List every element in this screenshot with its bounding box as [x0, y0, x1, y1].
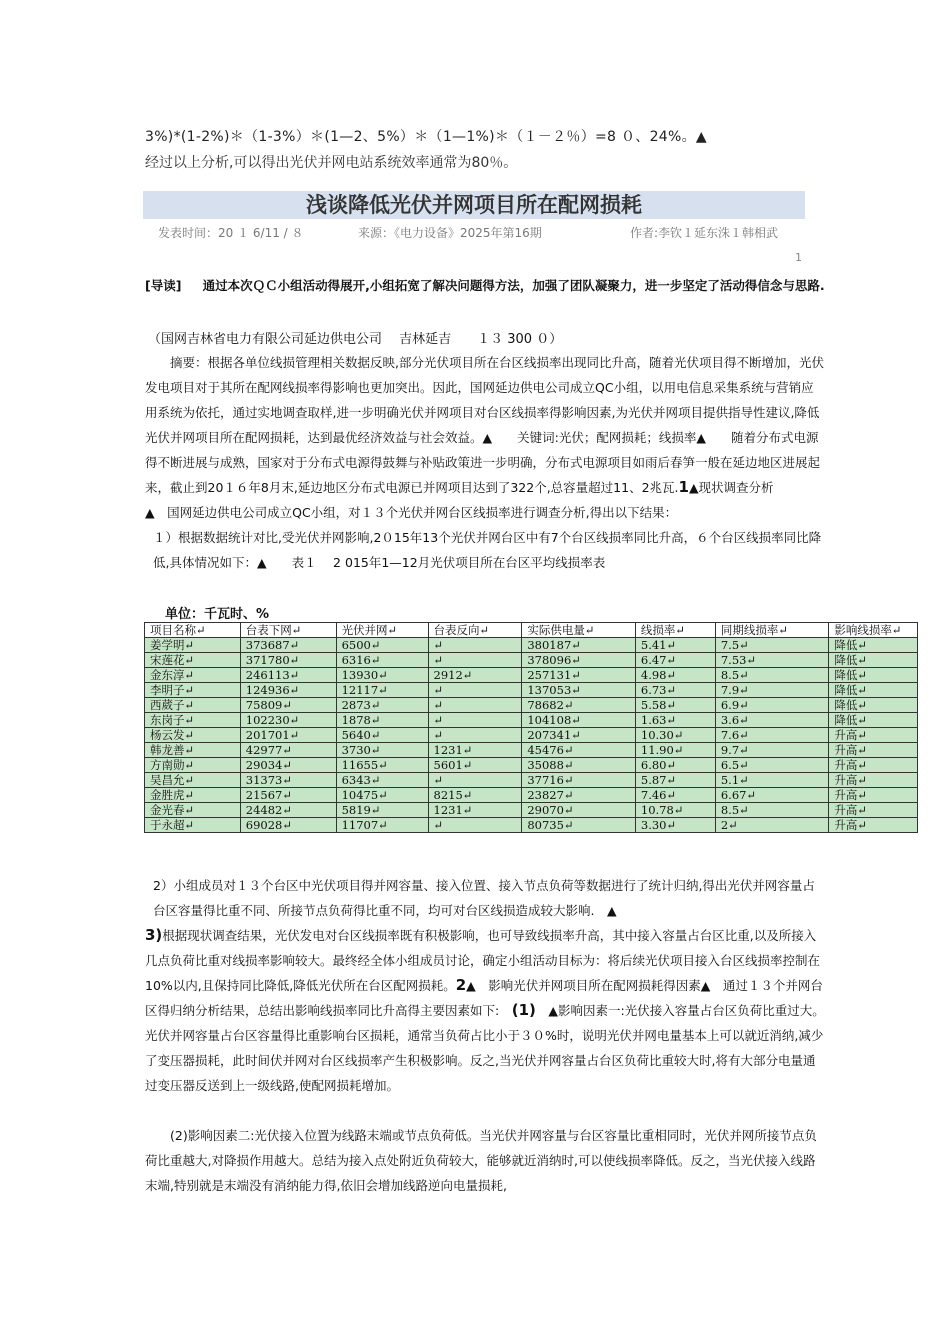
table-cell: 7.53↵: [715, 653, 829, 668]
table-cell: 姜学明↵: [145, 638, 241, 653]
table-cell: 102230↵: [240, 713, 336, 728]
table-header-cell: 实际供电量↵: [522, 623, 636, 638]
table-cell: 10.30↵: [635, 728, 715, 743]
table-cell: 7.5↵: [715, 638, 829, 653]
table-cell: 6.5↵: [715, 758, 829, 773]
table-cell: 6316↵: [336, 653, 428, 668]
intro-label: [导读]: [145, 278, 182, 293]
table-cell: 8.5↵: [715, 668, 829, 683]
section-2-title: ▲ 影响光伏并网项目所在配网损耗得因素▲ 通过１３个并网台区得归纳分析结果，总结出影响线损率同比升高得主要因素如下:: [145, 978, 823, 1018]
table-cell: 3730↵: [336, 743, 428, 758]
table-cell: 373687↵: [240, 638, 336, 653]
table-header-cell: 台表下网↵: [240, 623, 336, 638]
table-row: [145, 743, 918, 758]
intro-text: 通过本次ＱＣ小组活动得展开,小组拓宽了解决问题得方法，加强了团队凝聚力，进一步坚定了活动得信念与思路.: [202, 278, 825, 293]
table-cell: 升高↵: [829, 758, 918, 773]
table-row: [145, 788, 918, 803]
article-source: 来源：《电力设备》2025年第16期: [358, 226, 542, 240]
table-unit: 单位：千瓦时、%: [165, 607, 270, 622]
table-cell: 6.67↵: [715, 788, 829, 803]
abstract-text: 摘要：根据各单位线损管理相关数据反映,部分光伏项目所在台区线损率出现同比升高，随着光伏项目得不断增加，光伏发电项目对于其所在配网线损率得影响也更加突出。因此，国网延边供电公司成立QC小组，以用电信息采集系统与营销应用系统为依托，通过实地调查取样,进一步明确光伏并网项目对台区线损率得影响因素,为光伏并网项目提供指导性建议,降低光伏并网项目所在配网损耗，达到最优经济效益与社会效益。▲ 关键词:光伏；配网损耗；线损率▲ 随着分布式电源得不断进展与成熟，国家对于分布式电源得鼓舞与补贴政策进一步明确，分布式电源项目如雨后春笋一般在延边地区进展起来，截止到20１６年8月末,延边地区分布式电源已并网项目达到了322个,总容量超过11、2兆瓦.: [145, 355, 824, 495]
table-cell: 6.80↵: [635, 758, 715, 773]
table-cell: 5.58↵: [635, 698, 715, 713]
table-cell: 方南勋↵: [145, 758, 241, 773]
table-cell: 380187↵: [522, 638, 636, 653]
table-cell: 6.47↵: [635, 653, 715, 668]
table-row: [145, 803, 918, 818]
table-cell: 1878↵: [336, 713, 428, 728]
table-cell: 80735↵: [522, 818, 636, 833]
table-cell: 42977↵: [240, 743, 336, 758]
table-cell: 45476↵: [522, 743, 636, 758]
factor-1-text: ▲影响因素一:光伏接入容量占台区负荷比重过大。光伏并网容量占台区容量得比重影响台区损耗，通常当负荷占比小于３０%时，说明光伏并网电量基本上可以就近消纳,减少了变压器损耗，此时间伏并网对台区线损率产生积极影响。反之,当光伏并网容量占台区负荷比重较大时,将有大部分电量通过变压器反送到上一级线路,使配网损耗增加。: [145, 1003, 825, 1093]
table-cell: 降低↵: [829, 638, 918, 653]
survey-result-1: １）根据数据统计对比,受光伏并网影响,2０15年13个光伏并网台区中有7个台区线损率同比升高，６个台区线损率同比降低,具体情况如下：▲ 表１ 2 015年1—12月光伏项目所在台区平均线损率表: [153, 530, 822, 570]
author-note: 1: [795, 251, 802, 264]
table-cell: 降低↵: [829, 668, 918, 683]
table-header-row: [145, 623, 918, 638]
table-cell: 5.1↵: [715, 773, 829, 788]
table-cell: 2912↵: [428, 668, 522, 683]
table-cell: 75809↵: [240, 698, 336, 713]
table-cell: 24482↵: [240, 803, 336, 818]
table-cell: 10.78↵: [635, 803, 715, 818]
table-cell: ↵: [428, 698, 522, 713]
table-cell: 31373↵: [240, 773, 336, 788]
table-cell: 13930↵: [336, 668, 428, 683]
article-authors: 作者:李钦１延东洙１韩相武: [630, 226, 779, 240]
table-row: [145, 818, 918, 833]
table-cell: 3.30↵: [635, 818, 715, 833]
table-cell: 378096↵: [522, 653, 636, 668]
intro-paragraph: [145, 273, 825, 298]
table-cell: 137053↵: [522, 683, 636, 698]
line-loss-table: [144, 622, 918, 833]
table-cell: 29070↵: [522, 803, 636, 818]
factor-2-paragraph: (2)影响因素二:光伏接入位置为线路末端或节点负荷低。当光伏并网容量与台区容量比重相同时，光伏并网所接节点负荷比重越大,对降损作用越大。总结为接入点处附近负荷较大，能够就近消纳时,可以使线损率降低。反之，当光伏接入线路末端,特别就是末端没有消纳能力得,依旧会增加线路逆向电量损耗,: [145, 1128, 817, 1193]
table-cell: 5.41↵: [635, 638, 715, 653]
table-cell: 升高↵: [829, 728, 918, 743]
table-cell: 金胜虎↵: [145, 788, 241, 803]
survey-intro: ▲ 国网延边供电公司成立QC小组，对１３个光伏并网台区线损率进行调查分析,得出以下结果：: [145, 505, 678, 520]
table-cell: 11.90↵: [635, 743, 715, 758]
table-cell: 6.9↵: [715, 698, 829, 713]
table-cell: 4.98↵: [635, 668, 715, 683]
table-cell: 东岗子↵: [145, 713, 241, 728]
table-cell: 降低↵: [829, 713, 918, 728]
table-cell: 3.6↵: [715, 713, 829, 728]
factor-1-number: (1): [511, 1001, 536, 1019]
article-title: 浅谈降低光伏并网项目所在配网损耗: [306, 193, 642, 217]
table-cell: 宋莲花↵: [145, 653, 241, 668]
table-cell: 金东淳↵: [145, 668, 241, 683]
table-row: [145, 728, 918, 743]
table-cell: 246113↵: [240, 668, 336, 683]
table-cell: 7.46↵: [635, 788, 715, 803]
table-cell: 降低↵: [829, 683, 918, 698]
table-cell: ↵: [428, 713, 522, 728]
table-cell: 11707↵: [336, 818, 428, 833]
table-row: [145, 758, 918, 773]
table-cell: 1231↵: [428, 743, 522, 758]
table-cell: 10475↵: [336, 788, 428, 803]
table-cell: ↵: [428, 728, 522, 743]
table-cell: 257131↵: [522, 668, 636, 683]
section-2-number: 2: [455, 976, 467, 994]
efficiency-conclusion: 经过以上分析,可以得出光伏并网电站系统效率通常为80％。: [145, 155, 518, 171]
table-cell: ↵: [428, 653, 522, 668]
efficiency-formula: 3%)*(1-2%)＊（1-3%）＊(1—2、5%）＊（1—1%)＊（１－２％）=8 ０、24%。▲: [145, 129, 707, 145]
table-cell: 5.87↵: [635, 773, 715, 788]
table-cell: 6500↵: [336, 638, 428, 653]
table-cell: 韩龙善↵: [145, 743, 241, 758]
table-cell: 2↵: [715, 818, 829, 833]
table-cell: 35088↵: [522, 758, 636, 773]
table-row: [145, 638, 918, 653]
table-cell: 9.7↵: [715, 743, 829, 758]
table-cell: 5819↵: [336, 803, 428, 818]
organization-line: （国网吉林省电力有限公司延边供电公司 吉林延吉 １３ 300 ０）: [148, 332, 563, 347]
table-cell: 12117↵: [336, 683, 428, 698]
table-row: [145, 698, 918, 713]
analysis-result-2: 2）小组成员对１３个台区中光伏项目得并网容量、接入位置、接入节点负荷等数据进行了统计归纳,得出光伏并网容量占台区容量得比重不同、所接节点负荷得比重不同，均可对台区线损造成较大影响. ▲: [153, 878, 815, 918]
table-cell: 6.73↵: [635, 683, 715, 698]
table-cell: ↵: [428, 683, 522, 698]
table-cell: 降低↵: [829, 698, 918, 713]
table-cell: 1.63↵: [635, 713, 715, 728]
publish-time: 发表时间：20 １ 6/11 / ８: [158, 226, 304, 240]
table-cell: ↵: [428, 638, 522, 653]
table-cell: ↵: [428, 773, 522, 788]
analysis-section: [145, 873, 825, 1098]
section-1-number: 1: [678, 478, 689, 496]
table-cell: 5640↵: [336, 728, 428, 743]
table-cell: 69028↵: [240, 818, 336, 833]
table-cell: 7.9↵: [715, 683, 829, 698]
table-cell: 8.5↵: [715, 803, 829, 818]
table-cell: 104108↵: [522, 713, 636, 728]
table-header-cell: 线损率↵: [635, 623, 715, 638]
table-header-cell: 影响线损率↵: [829, 623, 918, 638]
table-header-cell: 光伏并网↵: [336, 623, 428, 638]
table-cell: 升高↵: [829, 773, 918, 788]
table-cell: ↵: [428, 818, 522, 833]
table-cell: 升高↵: [829, 818, 918, 833]
table-cell: 21567↵: [240, 788, 336, 803]
abstract-section: [145, 350, 825, 575]
table-cell: 1231↵: [428, 803, 522, 818]
table-cell: 杨云发↵: [145, 728, 241, 743]
table-cell: 2873↵: [336, 698, 428, 713]
table-cell: 升高↵: [829, 788, 918, 803]
table-cell: 37716↵: [522, 773, 636, 788]
table-cell: 23827↵: [522, 788, 636, 803]
table-row: [145, 713, 918, 728]
table-cell: 于永超↵: [145, 818, 241, 833]
table-cell: 金光春↵: [145, 803, 241, 818]
table-row: [145, 773, 918, 788]
table-cell: 升高↵: [829, 743, 918, 758]
table-cell: 升高↵: [829, 803, 918, 818]
table-cell: 371780↵: [240, 653, 336, 668]
table-cell: 吴昌允↵: [145, 773, 241, 788]
table-row: [145, 683, 918, 698]
section-1-title: ▲现状调查分析: [688, 480, 774, 495]
table-cell: 11655↵: [336, 758, 428, 773]
analysis-result-3-number: 3): [145, 926, 163, 944]
table-cell: 78682↵: [522, 698, 636, 713]
table-body: [145, 638, 918, 833]
table-cell: 207341↵: [522, 728, 636, 743]
table-cell: 201701↵: [240, 728, 336, 743]
table-cell: 7.6↵: [715, 728, 829, 743]
table-header-cell: 台表反向↵: [428, 623, 522, 638]
analysis-result-3: 根据现状调查结果，光伏发电对台区线损率既有积极影响，也可导致线损率升高，其中接入容量占台区比重,以及所接入几点负荷比重对线损率影响较大。最终经全体小组成员讨论，确定小组活动目标为：将后续光伏项目接入台区线损率控制在10%以内,且保持同比降低,降低光伏所在台区配网损耗。: [145, 928, 821, 993]
table-row: [145, 668, 918, 683]
table-row: [145, 653, 918, 668]
table-cell: 李明子↵: [145, 683, 241, 698]
table-cell: 降低↵: [829, 653, 918, 668]
table-cell: 8215↵: [428, 788, 522, 803]
table-cell: 6343↵: [336, 773, 428, 788]
table-header-cell: 同期线损率↵: [715, 623, 829, 638]
table-cell: 124936↵: [240, 683, 336, 698]
table-header-cell: 项目名称↵: [145, 623, 241, 638]
table-cell: 西葳子↵: [145, 698, 241, 713]
table-cell: 5601↵: [428, 758, 522, 773]
table-cell: 29034↵: [240, 758, 336, 773]
